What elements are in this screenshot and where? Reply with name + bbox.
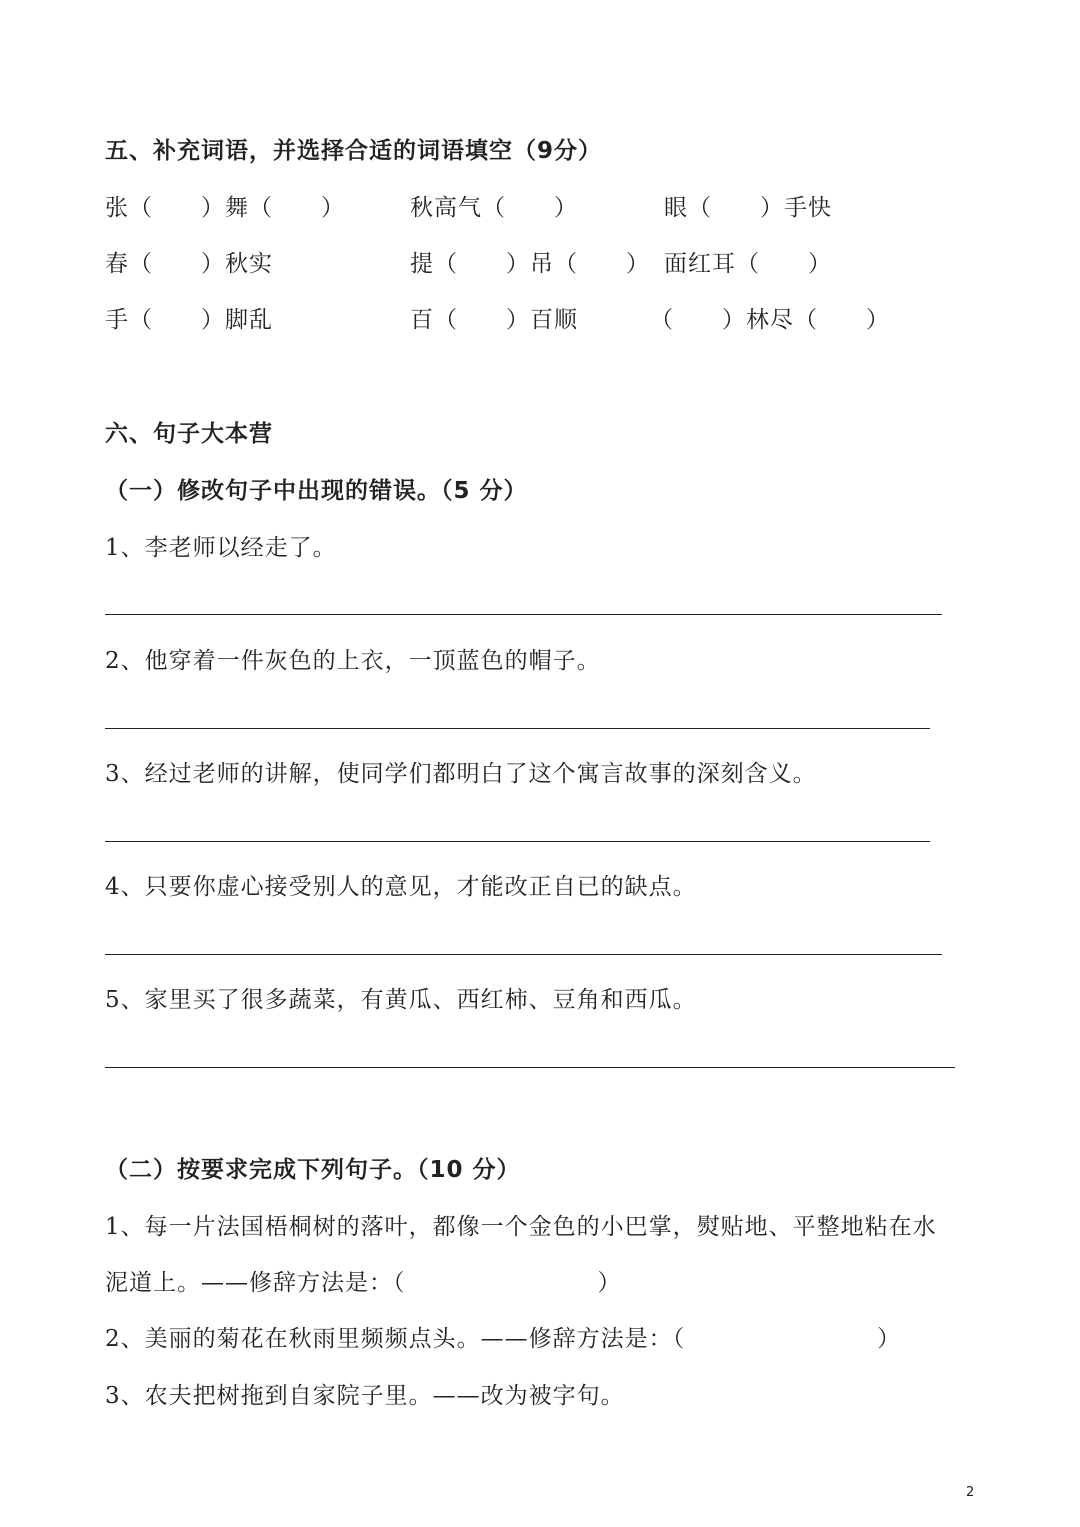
answer-line[interactable] [105,614,942,615]
part-1-title: （一）修改句子中出现的错误。（5 分） [105,478,528,504]
word-fill-item: 张（ ）舞（ ） [105,195,345,221]
word-fill-item: 百（ ）百顺 [410,307,578,333]
answer-line[interactable] [105,1067,955,1068]
sentence-item: 1、李老师以经走了。 [105,535,337,561]
sentence-item: 3、农夫把树拖到自家院子里。——改为被字句。 [105,1383,625,1409]
part-2-title: （二）按要求完成下列句子。（10 分） [105,1157,521,1183]
word-fill-item: （ ）林尽（ ） [650,307,890,333]
sentence-item: 1、每一片法国梧桐树的落叶，都像一个金色的小巴掌，熨贴地、平整地粘在水 [105,1214,937,1240]
section-5-title: 五、补充词语，并选择合适的词语填空（9分） [105,138,603,164]
answer-line[interactable] [105,954,942,955]
word-fill-item: 面红耳（ ） [664,251,832,277]
section-6-title: 六、句子大本营 [105,421,273,447]
word-fill-item: 手（ ）脚乱 [105,307,273,333]
sentence-item: 4、只要你虚心接受别人的意见，才能改正自已的缺点。 [105,874,697,900]
answer-line[interactable] [105,728,930,729]
word-fill-item: 春（ ）秋实 [105,251,273,277]
word-fill-item: 提（ ）吊（ ） [410,251,650,277]
sentence-item: 2、他穿着一件灰色的上衣，一顶蓝色的帽子。 [105,648,601,674]
word-fill-item: 眼（ ）手快 [664,195,832,221]
sentence-item: 5、家里买了很多蔬菜，有黄瓜、西红柿、豆角和西瓜。 [105,987,697,1013]
sentence-item: 2、美丽的菊花在秋雨里频频点头。——修辞方法是：（ ） [105,1326,902,1352]
answer-line[interactable] [105,841,930,842]
sentence-item: 泥道上。——修辞方法是：（ ） [105,1270,622,1296]
word-fill-item: 秋高气（ ） [410,195,578,221]
sentence-item: 3、经过老师的讲解，使同学们都明白了这个寓言故事的深刻含义。 [105,761,817,787]
page-number: 2 [966,1485,975,1500]
